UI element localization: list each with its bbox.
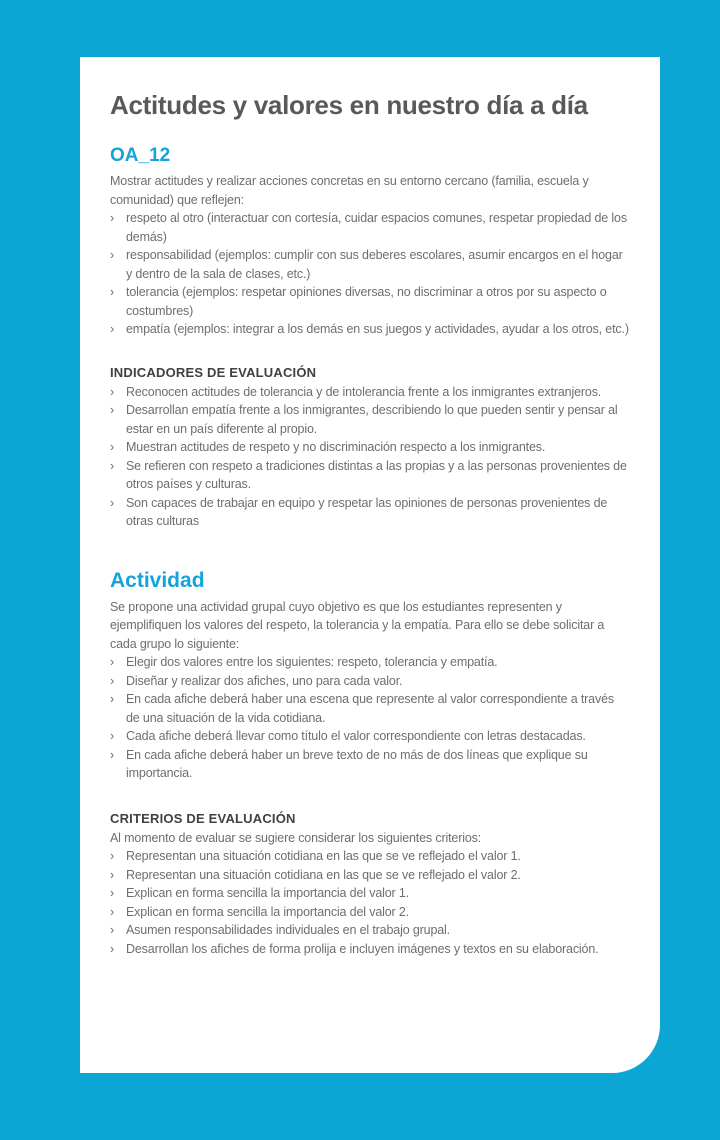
list-item <box>110 653 630 672</box>
chevron-bullet-icon: › <box>110 384 115 399</box>
criterios-heading: CRITERIOS DE EVALUACIÓN <box>110 810 296 826</box>
chevron-bullet-icon: › <box>110 886 115 900</box>
oa-bullet-list <box>110 209 630 339</box>
list-item-text: Cada afiche deberá llevar como título el valor correspondiente con letras destacadas. <box>126 729 586 743</box>
chevron-bullet-icon: › <box>110 322 115 336</box>
list-item-text: Asumen responsabilidades individuales en el trabajo grupal. <box>126 923 450 937</box>
chevron-bullet-icon: › <box>110 285 115 299</box>
actividad-intro: Se propone una actividad grupal cuyo objetivo es que los estudiantes representen y ejemplifiquen los valores del respeto, la tolerancia y la empatía. Para ello se debe solicitar a cada grupo lo siguiente: <box>110 599 605 651</box>
list-item-text: tolerancia (ejemplos: respetar opiniones diversas, no discriminar a otros por su aspecto o costumbres) <box>126 285 607 318</box>
list-item-text: Representan una situación cotidiana en las que se ve reflejado el valor 2. <box>126 867 521 882</box>
list-item <box>110 401 630 438</box>
chevron-bullet-icon: › <box>110 692 115 706</box>
page-title: Actitudes y valores en nuestro día a día <box>110 90 588 120</box>
list-item-text: Desarrollan empatía frente a los inmigrantes, describiendo lo que pueden sentir y pensar al estar en un país diferente al propio. <box>126 403 618 436</box>
section-oa <box>110 145 630 339</box>
content-card <box>80 57 660 1073</box>
list-item <box>110 457 630 494</box>
list-item-text: Explican en forma sencilla la importancia del valor 2. <box>126 904 410 919</box>
chevron-bullet-icon: › <box>110 440 115 454</box>
oa-heading: OA_12 <box>110 145 171 166</box>
list-item-text: Explican en forma sencilla la importancia del valor 1. <box>126 886 410 900</box>
chevron-bullet-icon: › <box>110 904 115 919</box>
list-item <box>110 746 630 783</box>
list-item <box>110 283 630 320</box>
chevron-bullet-icon: › <box>110 941 115 956</box>
section-indicadores <box>110 365 630 531</box>
indicadores-bullet-list <box>110 383 630 531</box>
list-item <box>110 903 630 922</box>
list-item <box>110 884 630 903</box>
actividad-bullet-list <box>110 653 630 783</box>
list-item <box>110 727 630 746</box>
list-item <box>110 940 630 959</box>
list-item-text: Diseñar y realizar dos afiches, uno para cada valor. <box>126 673 403 688</box>
criterios-bullet-list <box>110 847 630 958</box>
chevron-bullet-icon: › <box>110 867 115 882</box>
list-item <box>110 866 630 885</box>
chevron-bullet-icon: › <box>110 923 115 937</box>
list-item-text: Representan una situación cotidiana en las que se ve reflejado el valor 1. <box>126 849 521 863</box>
list-item-text: responsabilidad (ejemplos: cumplir con sus deberes escolares, asumir encargos en el hogar y dentro de la sala de clases, etc.) <box>126 248 623 281</box>
chevron-bullet-icon: › <box>110 211 115 225</box>
list-item-text: Son capaces de trabajar en equipo y respetar las opiniones de personas provenientes de otras culturas <box>126 495 608 528</box>
list-item <box>110 438 630 457</box>
section-criterios <box>110 811 630 959</box>
chevron-bullet-icon: › <box>110 747 115 762</box>
list-item <box>110 847 630 866</box>
list-item <box>110 320 630 339</box>
list-item <box>110 246 630 283</box>
list-item-text: En cada afiche deberá haber una escena que represente al valor correspondiente a través de una situación de la vida cotidiana. <box>126 692 614 725</box>
oa-intro: Mostrar actitudes y realizar acciones concretas en su entorno cercano (familia, escuela y comunidad) que reflejen: <box>110 174 589 207</box>
list-item-text: Se refieren con respeto a tradiciones distintas a las propias y a las personas provenientes de otros países y culturas. <box>126 458 627 491</box>
list-item <box>110 209 630 246</box>
list-item <box>110 494 630 531</box>
chevron-bullet-icon: › <box>110 849 115 863</box>
chevron-bullet-icon: › <box>110 403 115 417</box>
list-item-text: Muestran actitudes de respeto y no discriminación respecto a los inmigrantes. <box>126 440 546 454</box>
actividad-heading: Actividad <box>110 568 205 592</box>
list-item <box>110 690 630 727</box>
list-item-text: Reconocen actitudes de tolerancia y de intolerancia frente a los inmigrantes extranjeros. <box>126 384 602 399</box>
chevron-bullet-icon: › <box>110 495 115 510</box>
list-item <box>110 921 630 940</box>
chevron-bullet-icon: › <box>110 673 115 688</box>
chevron-bullet-icon: › <box>110 248 115 262</box>
list-item <box>110 672 630 691</box>
list-item <box>110 383 630 402</box>
criterios-intro: Al momento de evaluar se sugiere considerar los siguientes criterios: <box>110 830 482 845</box>
chevron-bullet-icon: › <box>110 729 115 743</box>
indicadores-heading: INDICADORES DE EVALUACIÓN <box>110 364 317 380</box>
chevron-bullet-icon: › <box>110 458 115 473</box>
list-item-text: empatía (ejemplos: integrar a los demás en sus juegos y actividades, ayudar a los otros, etc.) <box>126 322 629 336</box>
section-actividad <box>110 569 630 783</box>
chevron-bullet-icon: › <box>110 655 115 669</box>
list-item-text: Elegir dos valores entre los siguientes: respeto, tolerancia y empatía. <box>126 655 498 669</box>
list-item-text: respeto al otro (interactuar con cortesía, cuidar espacios comunes, respetar propiedad de los demás) <box>126 211 627 244</box>
list-item-text: Desarrollan los afiches de forma prolija e incluyen imágenes y textos en su elaboración. <box>126 941 599 956</box>
list-item-text: En cada afiche deberá haber un breve texto de no más de dos líneas que explique su importancia. <box>126 747 588 780</box>
